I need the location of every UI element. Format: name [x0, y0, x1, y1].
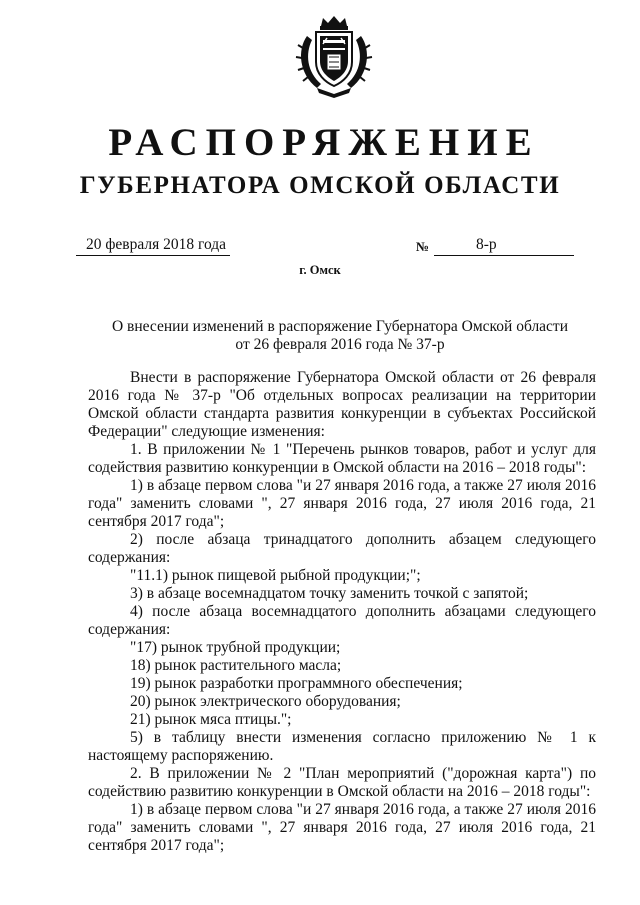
document-subject: [80, 318, 600, 354]
coat-of-arms-icon: [293, 14, 375, 98]
document-city: г. Омск: [299, 263, 341, 277]
body-paragraph: "11.1) рынок пищевой рыбной продукции;";: [130, 567, 421, 584]
document-date: 20 февраля 2018 года: [76, 235, 230, 256]
body-paragraph: 1. В приложении № 1 "Перечень рынков товаров, работ и услуг для содействия развитию конкуренции в Омской области на 2016 – 2018 годы":: [88, 441, 596, 476]
document-body: [88, 369, 596, 855]
number-label: №: [416, 239, 430, 254]
body-paragraph: 3) в абзаце восемнадцатом точку заменить точкой с запятой;: [130, 585, 529, 602]
body-paragraph: 18) рынок растительного масла;: [130, 657, 342, 674]
body-paragraph: 1) в абзаце первом слова "и 27 января 2016 года, а также 27 июля 2016 года" заменить словами ", 27 января 2016 года, 27 июля 2016 года, 21 сентября 2017 года";: [88, 477, 596, 530]
body-paragraph: Внести в распоряжение Губернатора Омской области от 26 февраля 2016 года № 37-р "Об отдельных вопросах реализации на территории Омской области стандарта развития конкуренции в субъектах Российской Федерации" следующие изменения:: [88, 369, 596, 440]
body-paragraph: 2) после абзаца тринадцатого дополнить абзацем следующего содержания:: [88, 531, 596, 566]
document-number: 8-р: [434, 235, 574, 256]
body-paragraph: 2. В приложении № 2 "План мероприятий ("дорожная карта") по содействию развитию конкуренции в Омской области на 2016 – 2018 годы":: [88, 765, 596, 800]
body-paragraph: 1) в абзаце первом слова "и 27 января 2016 года, а также 27 июля 2016 года" заменить словами ", 27 января 2016 года, 27 июля 2016 года, 21 сентября 2017 года";: [88, 801, 596, 854]
body-paragraph: 20) рынок электрического оборудования;: [130, 693, 401, 710]
body-paragraph: 19) рынок разработки программного обеспечения;: [130, 675, 463, 692]
document-title: РАСПОРЯЖЕНИЕ: [108, 121, 540, 164]
subject-line: от 26 февраля 2016 года № 37-р: [235, 336, 445, 353]
body-paragraph: 4) после абзаца восемнадцатого дополнить абзацами следующего содержания:: [88, 603, 596, 638]
body-paragraph: 21) рынок мяса птицы.";: [130, 711, 292, 728]
body-paragraph: 5) в таблицу внести изменения согласно приложению № 1 к настоящему распоряжению.: [88, 729, 596, 764]
body-paragraph: "17) рынок трубной продукции;: [130, 639, 341, 656]
document-subtitle: ГУБЕРНАТОРА ОМСКОЙ ОБЛАСТИ: [79, 172, 561, 199]
subject-line: О внесении изменений в распоряжение Губернатора Омской области: [111, 318, 569, 335]
